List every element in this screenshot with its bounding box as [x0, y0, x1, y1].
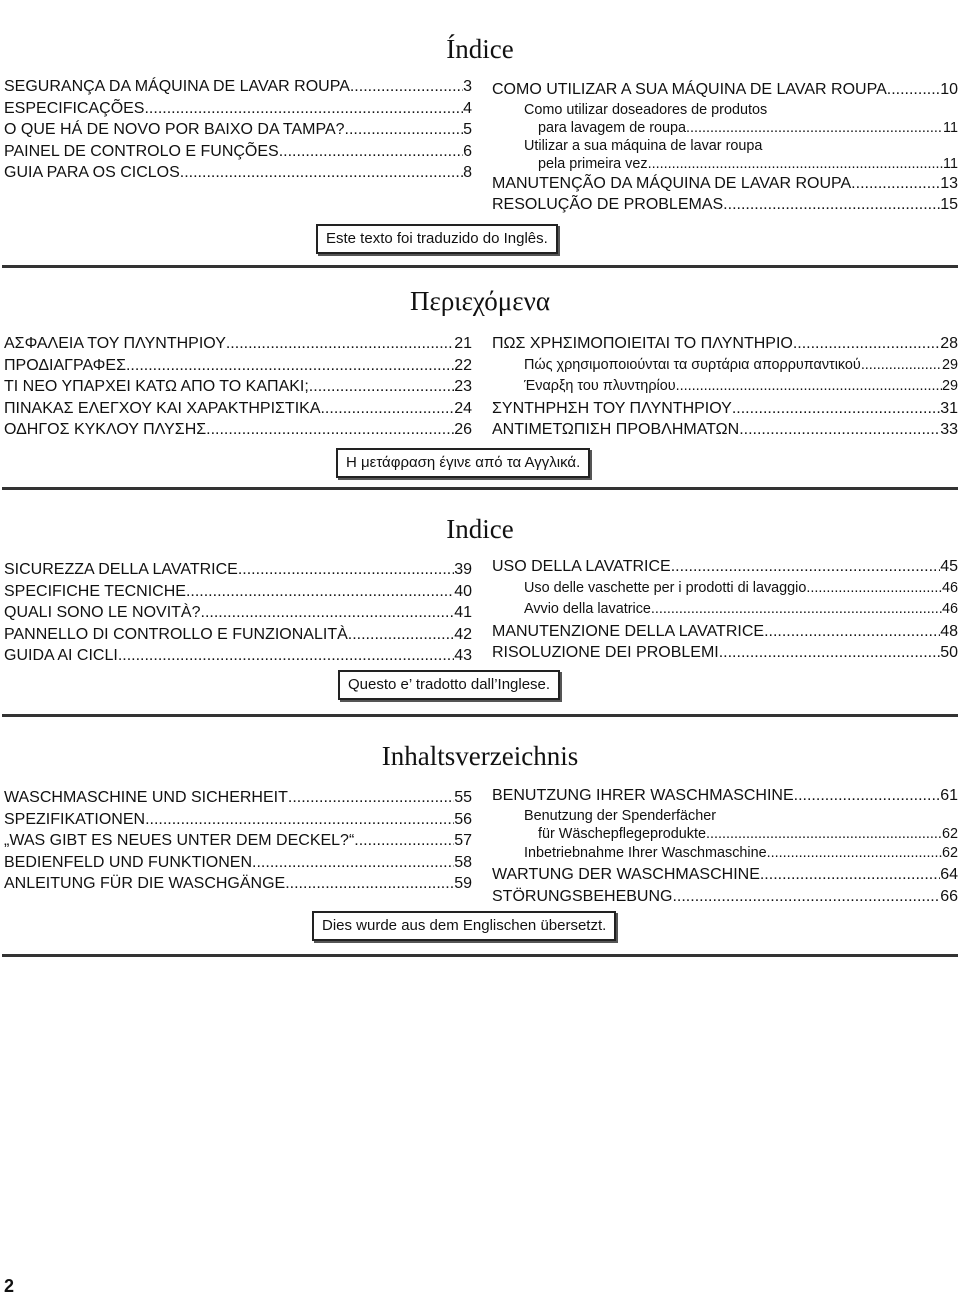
toc-entry[interactable]: [492, 333, 958, 355]
leader-dots: [354, 830, 454, 852]
toc-subentry[interactable]: [492, 599, 958, 621]
leader-dots: [126, 355, 454, 377]
section-divider: [2, 487, 958, 490]
toc-entry[interactable]: [4, 602, 472, 624]
toc-entry-page: 43: [454, 647, 472, 664]
toc-entry-page: 46: [941, 579, 958, 596]
toc-entry-label: PAINEL DE CONTROLO E FUNÇÕES: [4, 142, 279, 160]
toc-entry-label: QUALI SONO LE NOVITÀ?: [4, 604, 201, 621]
toc-right-column-italian: [492, 556, 958, 664]
leader-dots: [145, 809, 454, 831]
leader-dots: [285, 873, 454, 895]
toc-entry-page: 21: [454, 335, 472, 352]
toc-left-column-german: [4, 787, 472, 895]
page-number: 2: [4, 1276, 15, 1296]
toc-entry[interactable]: [492, 79, 958, 101]
toc-right-column-portuguese: [492, 79, 958, 216]
toc-subentry[interactable]: [492, 355, 958, 377]
leader-dots: [201, 602, 455, 624]
toc-entry-page: 33: [940, 421, 958, 438]
leader-dots: [794, 785, 941, 807]
toc-entry[interactable]: [492, 556, 958, 578]
leader-dots: [348, 624, 454, 646]
toc-entry[interactable]: [4, 355, 472, 377]
toc-entry-page: 8: [463, 164, 472, 181]
leader-dots: [226, 333, 454, 355]
leader-dots: [186, 581, 454, 603]
toc-entry[interactable]: [492, 173, 958, 195]
toc-entry-label-line2: für Wäschepflegeprodukte: [538, 825, 706, 842]
leader-dots: [651, 599, 942, 621]
toc-entry-page: 42: [454, 625, 472, 643]
toc-entry-label-line2: pela primeira vez: [538, 155, 648, 172]
toc-entry-label: SICUREZZA DELLA LAVATRICE: [4, 561, 238, 578]
toc-entry-continuation: [524, 825, 958, 843]
section-title-german: Inhaltsverzeichnis: [381, 741, 579, 771]
toc-entry-label: Benutzung der Spenderfächer: [524, 807, 717, 824]
section-divider: [2, 714, 958, 717]
toc-entry[interactable]: [4, 873, 472, 895]
leader-dots: [806, 578, 942, 600]
toc-entry[interactable]: [492, 886, 958, 908]
translation-note-greek: Η μετάφραση έγινε από τα Αγγλικά.: [336, 448, 590, 478]
toc-right-column-german: [492, 785, 958, 907]
toc-entry-label: SPEZIFIKATIONEN: [4, 810, 146, 828]
translation-note-portuguese: Este texto foi traduzido do Inglês.: [316, 224, 558, 254]
toc-entry-page: 62: [941, 844, 958, 861]
toc-entry[interactable]: [4, 119, 472, 141]
toc-subentry[interactable]: [492, 137, 958, 173]
toc-entry-page: 57: [454, 832, 472, 849]
toc-entry-page: 13: [940, 174, 958, 192]
toc-entry[interactable]: [4, 624, 472, 646]
toc-entry-page: 59: [454, 875, 472, 892]
toc-entry[interactable]: [492, 864, 958, 886]
leader-dots: [760, 864, 940, 886]
leader-dots: [719, 642, 940, 664]
leader-dots: [144, 98, 463, 120]
toc-entry-page: 62: [941, 825, 958, 842]
toc-entry-page: 26: [454, 421, 472, 438]
toc-entry-page: 22: [454, 356, 472, 374]
toc-entry-label: PANNELLO DI CONTROLLO E FUNZIONALITÀ: [4, 625, 348, 643]
toc-entry-label: ΤΙ ΝΕΟ ΥΠΑΡΧΕΙ ΚΑΤΩ ΑΠΟ ΤΟ ΚΑΠΑΚΙ;: [4, 378, 309, 395]
toc-entry-label: ΣΥΝΤΗΡΗΣΗ ΤΟΥ ΠΛΥΝΤΗΡΙΟΥ: [492, 399, 732, 417]
toc-left-column-italian: [4, 559, 472, 667]
toc-entry-label: GUIDA AI CICLI: [4, 647, 118, 664]
toc-entry-page: 56: [454, 810, 472, 828]
toc-entry-page: 61: [940, 787, 958, 804]
leader-dots: [320, 398, 454, 420]
toc-entry-page: 23: [454, 378, 472, 395]
toc-entry[interactable]: [4, 419, 472, 441]
leader-dots: [732, 398, 940, 420]
toc-entry-label: STÖRUNGSBEHEBUNG: [492, 887, 673, 905]
toc-entry-page: 46: [941, 601, 958, 617]
toc-subentry[interactable]: [492, 578, 958, 600]
toc-entry-page: 24: [454, 399, 472, 417]
toc-entry-page: 40: [454, 582, 472, 600]
toc-entry-label: ΑΝΤΙΜΕΤΩΠΙΣΗ ΠΡΟΒΛΗΜΑΤΩΝ: [492, 421, 740, 438]
section-divider: [2, 954, 958, 957]
toc-entry-page: 41: [454, 604, 472, 621]
toc-entry-label: Como utilizar doseadores de produtos: [524, 101, 768, 118]
toc-entry-page: 58: [454, 853, 472, 871]
toc-right-column-greek: [492, 333, 958, 441]
toc-entry[interactable]: [492, 621, 958, 643]
toc-entry-label: Πώς χρησιμοποιούνται τα συρτάρια απορρυπαντικού: [524, 356, 861, 373]
leader-dots: [180, 162, 463, 184]
toc-entry-label: Utilizar a sua máquina de lavar roupa: [524, 137, 763, 154]
toc-entry[interactable]: [4, 559, 472, 581]
toc-entry-label: ΠΙΝΑΚΑΣ ΕΛΕΓΧΟΥ ΚΑΙ ΧΑΡΑΚΤΗΡΙΣΤΙΚΑ: [4, 399, 321, 417]
toc-entry[interactable]: [4, 830, 472, 852]
toc-entry-label: GUIA PARA OS CICLOS: [4, 164, 180, 181]
toc-entry[interactable]: [492, 194, 958, 216]
toc-entry[interactable]: [4, 76, 472, 98]
toc-entry-page: 64: [940, 866, 958, 883]
section-title-portuguese: Índice: [446, 34, 514, 64]
leader-dots: [706, 825, 942, 843]
leader-dots: [686, 119, 943, 137]
translation-note-german: Dies wurde aus dem Englischen übersetzt.: [312, 911, 616, 941]
toc-entry-page: 5: [463, 121, 472, 138]
toc-entry-page: 55: [454, 789, 472, 806]
toc-entry-label: Avvio della lavatrice: [524, 601, 651, 617]
toc-entry[interactable]: [4, 581, 472, 603]
toc-entry-page: 45: [940, 558, 958, 575]
leader-dots: [238, 559, 454, 581]
toc-entry-continuation: [524, 119, 958, 137]
toc-entry-label: Uso delle vaschette per i prodotti di lavaggio: [524, 579, 807, 596]
toc-entry[interactable]: [492, 419, 958, 441]
leader-dots: [764, 621, 940, 643]
toc-entry-page: 3: [463, 78, 472, 95]
toc-entry-page: 39: [454, 561, 472, 578]
leader-dots: [723, 194, 940, 216]
toc-entry-label: WASCHMASCHINE UND SICHERHEIT: [4, 789, 288, 806]
toc-subentry[interactable]: [492, 376, 958, 398]
toc-entry-label: BEDIENFELD UND FUNKTIONEN: [4, 853, 253, 871]
toc-left-column-portuguese: [4, 76, 472, 184]
leader-dots: [671, 556, 940, 578]
toc-entry[interactable]: [4, 787, 472, 809]
toc-entry-page: 29: [941, 356, 958, 373]
toc-entry-page: 10: [940, 81, 958, 98]
section-title-greek: Περιεχόμενα: [410, 286, 550, 316]
toc-entry[interactable]: [492, 785, 958, 807]
toc-entry-label: SEGURANÇA DA MÁQUINA DE LAVAR ROUPA: [4, 78, 350, 95]
toc-entry[interactable]: [492, 398, 958, 420]
leader-dots: [252, 852, 454, 874]
toc-entry[interactable]: [4, 98, 472, 120]
toc-entry-label: RESOLUÇÃO DE PROBLEMAS: [492, 196, 724, 213]
toc-entry[interactable]: [492, 642, 958, 664]
leader-dots: [676, 376, 942, 398]
toc-entry-page: 31: [940, 399, 958, 417]
leader-dots: [887, 79, 940, 101]
toc-entry-page: 28: [940, 335, 958, 352]
toc-entry-label: ANLEITUNG FÜR DIE WASCHGÄNGE: [4, 875, 286, 892]
toc-entry-label: „WAS GIBT ES NEUES UNTER DEM DECKEL?“: [4, 832, 355, 849]
toc-entry-page: 66: [940, 887, 958, 905]
toc-entry[interactable]: [4, 333, 472, 355]
translation-note-italian: Questo e’ tradotto dall’Inglese.: [338, 670, 560, 700]
leader-dots: [350, 76, 463, 98]
leader-dots: [739, 419, 940, 441]
leader-dots: [767, 843, 942, 865]
toc-entry-page: 11: [943, 155, 958, 172]
section-divider: [2, 265, 958, 268]
toc-entry-label: MANUTENZIONE DELLA LAVATRICE: [492, 622, 765, 640]
toc-entry-page: 15: [940, 196, 958, 213]
toc-entry-label: ESPECIFICAÇÕES: [4, 99, 145, 117]
toc-subentry[interactable]: [492, 843, 958, 865]
toc-subentry[interactable]: [492, 101, 958, 137]
toc-entry-page: 11: [943, 119, 958, 136]
toc-entry-label: O QUE HÁ DE NOVO POR BAIXO DA TAMPA?: [4, 121, 345, 138]
leader-dots: [279, 141, 463, 163]
leader-dots: [206, 419, 454, 441]
leader-dots: [648, 155, 943, 173]
toc-entry-label: Inbetriebnahme Ihrer Waschmaschine: [524, 844, 767, 861]
toc-entry-label: SPECIFICHE TECNICHE: [4, 582, 186, 600]
toc-entry-label: ΑΣΦΑΛΕΙΑ ΤΟΥ ΠΛΥΝΤΗΡΙΟΥ: [4, 335, 226, 352]
section-title-italian: Indice: [446, 514, 514, 544]
toc-entry-label: USO DELLA LAVATRICE: [492, 558, 671, 575]
toc-entry-label: RISOLUZIONE DEI PROBLEMI: [492, 644, 719, 661]
toc-entry-label: WARTUNG DER WASCHMASCHINE: [492, 866, 760, 883]
toc-entry-page: 50: [940, 644, 958, 661]
toc-entry[interactable]: [4, 852, 472, 874]
toc-entry[interactable]: [4, 376, 472, 398]
leader-dots: [861, 355, 942, 377]
toc-entry[interactable]: [4, 809, 472, 831]
leader-dots: [309, 376, 454, 398]
leader-dots: [793, 333, 940, 355]
toc-entry-page: 6: [463, 142, 472, 160]
leader-dots: [345, 119, 464, 141]
toc-entry-label: ΟΔΗΓΟΣ ΚΥΚΛΟΥ ΠΛΥΣΗΣ: [4, 421, 207, 438]
toc-entry-label: COMO UTILIZAR A SUA MÁQUINA DE LAVAR ROUPA: [492, 81, 887, 98]
toc-entry[interactable]: [4, 162, 472, 184]
toc-entry-label: MANUTENÇÃO DA MÁQUINA DE LAVAR ROUPA: [492, 174, 852, 192]
toc-entry-page: 48: [940, 622, 958, 640]
toc-entry-label: ΠΡΟΔΙΑΓΡΑΦΕΣ: [4, 356, 126, 374]
leader-dots: [118, 645, 454, 667]
toc-entry-label: BENUTZUNG IHRER WASCHMASCHINE: [492, 787, 794, 804]
toc-entry-label-line2: para lavagem de roupa: [538, 119, 687, 136]
toc-entry-page: 4: [463, 99, 472, 117]
toc-subentry[interactable]: [492, 807, 958, 843]
leader-dots: [851, 173, 940, 195]
toc-entry[interactable]: [4, 141, 472, 163]
toc-entry-label: ΠΩΣ ΧΡΗΣΙΜΟΠΟΙΕΙΤΑΙ ΤΟ ΠΛΥΝΤΗΡΙΟ: [492, 335, 793, 352]
toc-entry-label: Έναρξη του πλυντηρίου: [524, 378, 676, 394]
leader-dots: [672, 886, 940, 908]
toc-entry-page: 29: [941, 378, 958, 394]
toc-entry[interactable]: [4, 645, 472, 667]
toc-entry[interactable]: [4, 398, 472, 420]
leader-dots: [288, 787, 454, 809]
toc-left-column-greek: [4, 333, 472, 441]
toc-entry-continuation: [524, 155, 958, 173]
